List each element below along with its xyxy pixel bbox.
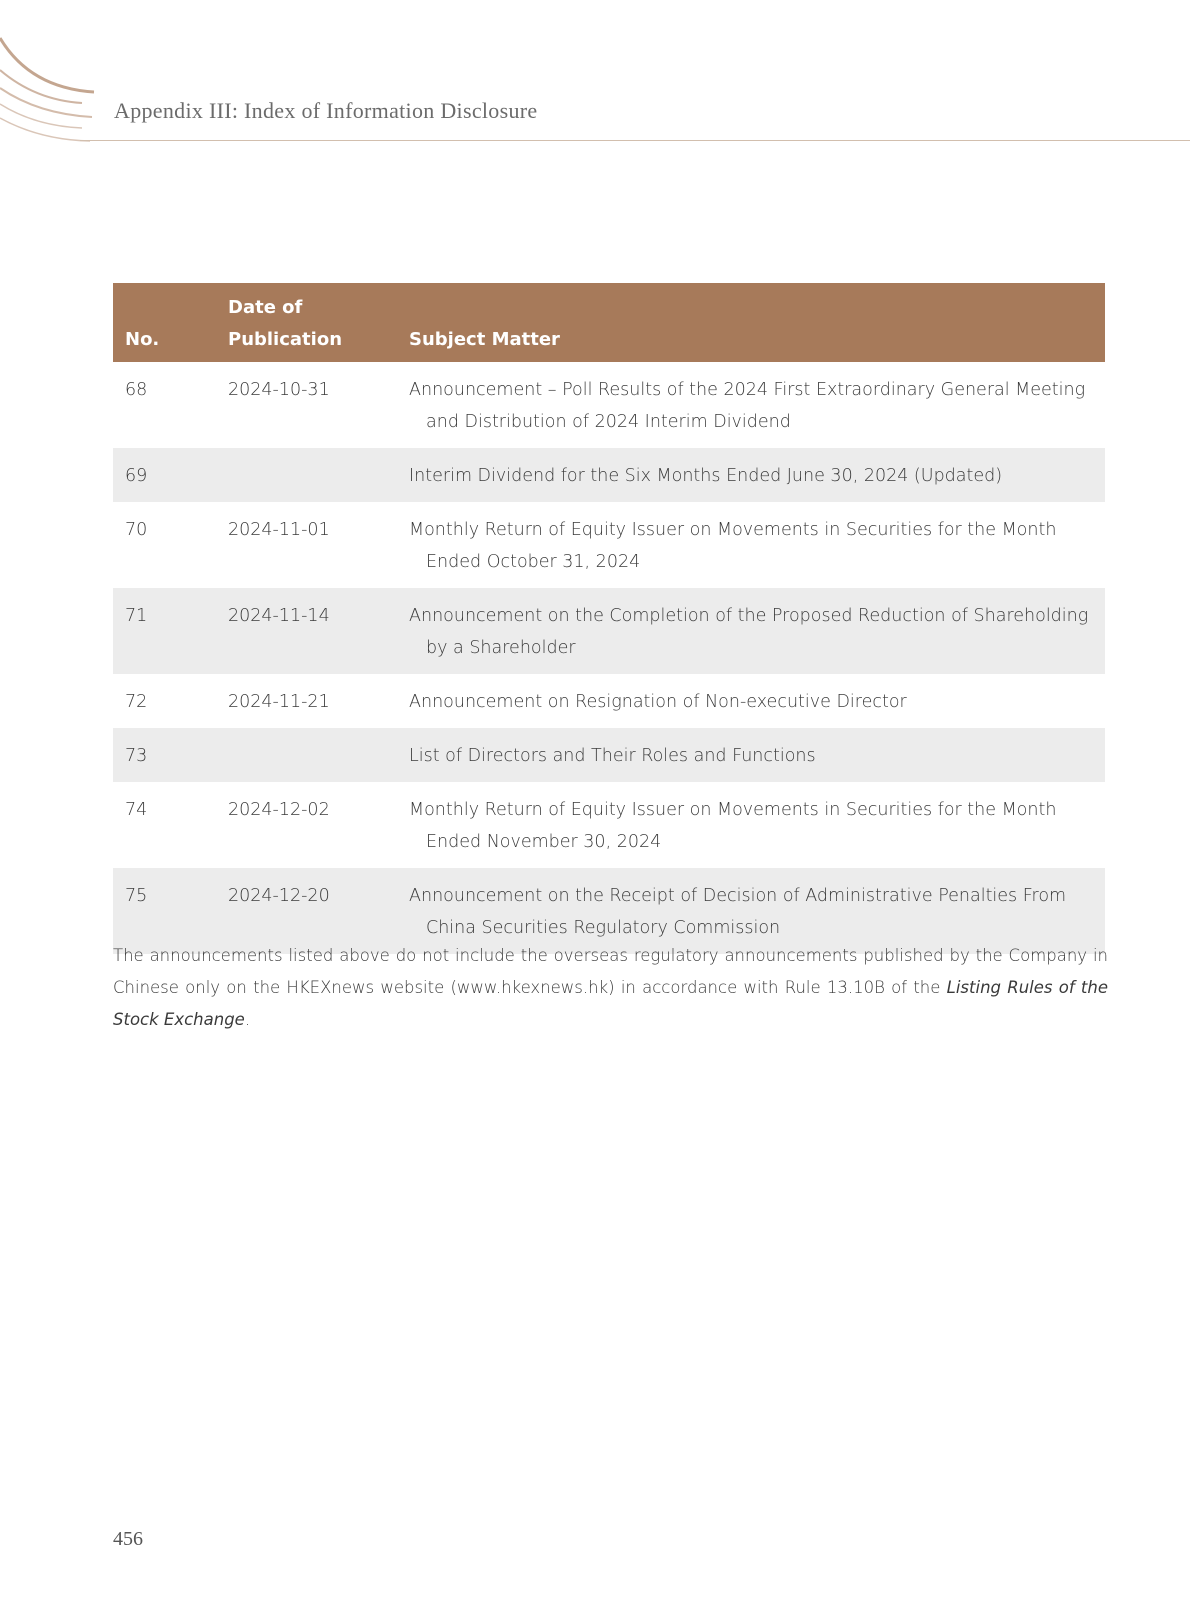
cell-subject (409, 362, 1105, 448)
column-header-subject: Subject Matter (409, 329, 560, 350)
cell-no (113, 588, 228, 674)
cell-subject (409, 782, 1105, 868)
column-header-date-line1: Date of (228, 297, 303, 318)
cell-subject-text: Announcement on the Receipt of Decision of Administrative Penalties From China Securities Regulatory Commission (409, 886, 1067, 938)
cell-no-text: 72 (125, 692, 148, 712)
table-row (113, 502, 1105, 588)
cell-no-text: 74 (125, 800, 148, 820)
cell-date (228, 502, 409, 588)
cell-subject-text: Interim Dividend for the Six Months Ended June 30, 2024 (Updated) (409, 466, 1003, 486)
cell-no (113, 502, 228, 588)
cell-no-text: 70 (125, 520, 148, 540)
cell-no-text: 73 (125, 746, 148, 766)
cell-date-text: 2024-12-20 (228, 886, 330, 906)
cell-subject-text: Announcement on the Completion of the Proposed Reduction of Shareholding by a Shareholder (409, 606, 1089, 658)
footnote-text: The announcements listed above do not include the overseas regulatory announcements published by the Company in Chinese only on the HKEXnews website (www.hkexnews.hk) in accordance with Rule 13.10B of the (113, 946, 1108, 997)
cell-subject-text: Monthly Return of Equity Issuer on Movements in Securities for the Month Ended October 31, 2024 (409, 520, 1057, 572)
cell-no (113, 782, 228, 868)
cell-date-text: 2024-11-01 (228, 520, 330, 540)
cell-subject-text: Announcement – Poll Results of the 2024 First Extraordinary General Meeting and Distribution of 2024 Interim Dividend (409, 380, 1086, 432)
decorative-arcs-icon (0, 0, 100, 150)
cell-date (228, 674, 409, 728)
cell-no-text: 75 (125, 886, 148, 906)
table-header-row (113, 283, 1105, 362)
header-divider (80, 140, 1190, 141)
table-row (113, 674, 1105, 728)
cell-date (228, 782, 409, 868)
cell-date (228, 448, 409, 502)
cell-no (113, 728, 228, 782)
cell-subject (409, 588, 1105, 674)
cell-date (228, 728, 409, 782)
cell-date (228, 362, 409, 448)
cell-subject (409, 728, 1105, 782)
cell-subject-text: Monthly Return of Equity Issuer on Movements in Securities for the Month Ended November 30, 2024 (409, 800, 1057, 852)
table-row (113, 728, 1105, 782)
cell-no (113, 362, 228, 448)
cell-subject-text: Announcement on Resignation of Non-executive Director (409, 692, 907, 712)
page-header-title: Appendix III: Index of Information Disclosure (114, 98, 538, 123)
cell-no-text: 69 (125, 466, 148, 486)
cell-no (113, 448, 228, 502)
table-row (113, 362, 1105, 448)
footnote-italic: Listing Rules of the Stock Exchange (113, 978, 1108, 1029)
disclosure-table (113, 283, 1105, 954)
footnote-end: . (244, 1010, 251, 1029)
cell-subject (409, 674, 1105, 728)
table-row (113, 588, 1105, 674)
cell-no-text: 71 (125, 606, 148, 626)
footnote (113, 940, 1108, 1036)
table-row (113, 782, 1105, 868)
column-header-no: No. (125, 329, 160, 350)
cell-date-text: 2024-10-31 (228, 380, 330, 400)
table-row (113, 448, 1105, 502)
cell-date-text: 2024-11-21 (228, 692, 330, 712)
column-header-date (228, 283, 409, 362)
cell-date (228, 588, 409, 674)
cell-subject (409, 502, 1105, 588)
cell-subject (409, 448, 1105, 502)
cell-subject-text: List of Directors and Their Roles and Functions (409, 746, 816, 766)
cell-no (113, 674, 228, 728)
cell-date-text: 2024-11-14 (228, 606, 330, 626)
cell-no-text: 68 (125, 380, 148, 400)
page-number: 456 (113, 1528, 143, 1550)
cell-date-text: 2024-12-02 (228, 800, 330, 820)
column-header-date-line2: Publication (228, 329, 343, 350)
